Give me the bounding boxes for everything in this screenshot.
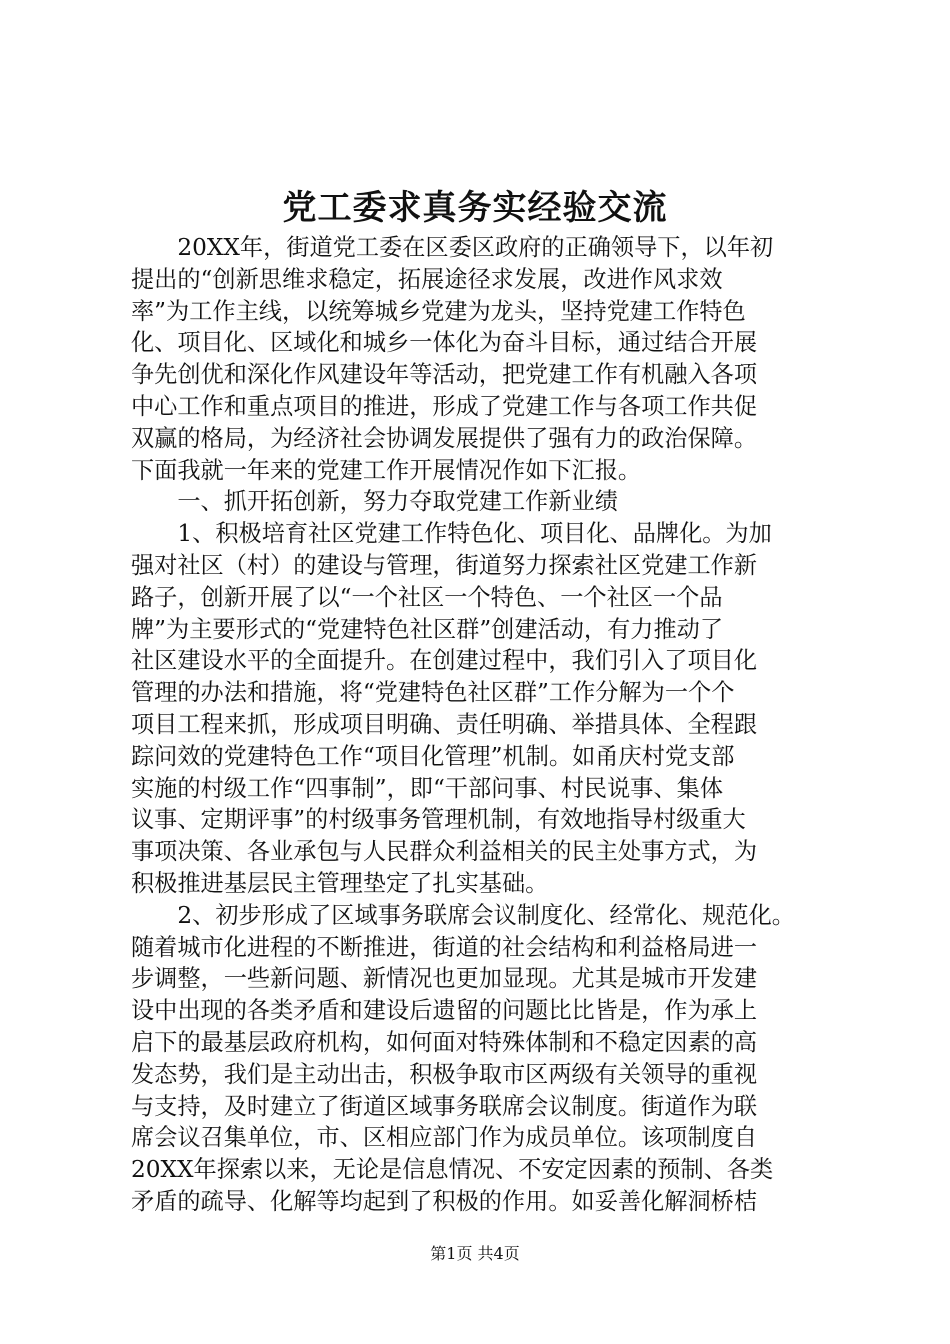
body-line: 20XX年，街道党工委在区委区政府的正确领导下，以年初	[131, 234, 774, 261]
body-line: 矛盾的疏导、化解等均起到了积极的作用。如妥善化解洞桥桔	[131, 1187, 758, 1215]
body-line: 积极推进基层民主管理垫定了扎实基础。	[131, 869, 549, 897]
body-line: 实施的村级工作“四事制”，即“干部问事、村民说事、集体	[131, 774, 724, 802]
body-line: 管理的办法和措施，将“党建特色社区群”工作分解为一个个	[131, 679, 735, 707]
body-line: 路子，创新开展了以“一个社区一个特色、一个社区一个品	[131, 583, 723, 611]
body-line: 提出的“创新思维求稳定，拓展途径求发展，改进作风求效	[131, 265, 723, 293]
body-line: 中心工作和重点项目的推进，形成了党建工作与各项工作共促	[131, 392, 758, 420]
document-body	[131, 232, 831, 1218]
body-line: 率”为工作主线，以统筹城乡党建为龙头，坚持党建工作特色	[131, 297, 746, 325]
body-line: 强对社区（村）的建设与管理，街道努力探索社区党建工作新	[131, 551, 758, 579]
body-line: 牌”为主要形式的“党建特色社区群”创建活动，有力推动了	[131, 615, 724, 643]
body-line: 下面我就一年来的党建工作开展情况作如下汇报。	[131, 456, 642, 484]
body-line: 双赢的格局，为经济社会协调发展提供了强有力的政治保障。	[131, 424, 758, 452]
body-line: 1、积极培育社区党建工作特色化、项目化、品牌化。为加	[131, 520, 772, 548]
body-line: 化、项目化、区域化和城乡一体化为奋斗目标，通过结合开展	[131, 329, 758, 357]
document-title: 党工委求真务实经验交流	[282, 188, 668, 228]
body-line: 设中出现的各类矛盾和建设后遗留的问题比比皆是，作为承上	[131, 997, 758, 1025]
body-line: 启下的最基层政府机构，如何面对特殊体制和不稳定因素的高	[131, 1028, 758, 1056]
body-line: 议事、定期评事”的村级事务管理机制，有效地指导村级重大	[131, 806, 746, 834]
body-line: 社区建设水平的全面提升。在创建过程中，我们引入了项目化	[131, 647, 758, 675]
body-line: 随着城市化进程的不断推进，街道的社会结构和利益格局进一	[131, 933, 758, 961]
body-line: 项目工程来抓，形成项目明确、责任明确、举措具体、全程跟	[131, 710, 758, 738]
body-line: 席会议召集单位，市、区相应部门作为成员单位。该项制度自	[131, 1124, 758, 1152]
body-line: 20XX年探索以来，无论是信息情况、不安定因素的预制、各类	[131, 1156, 774, 1184]
body-line: 发态势，我们是主动出击，积极争取市区两级有关领导的重视	[131, 1060, 758, 1088]
body-line: 争先创优和深化作风建设年等活动，把党建工作有机融入各项	[131, 361, 758, 389]
body-line: 2、初步形成了区域事务联席会议制度化、经常化、规范化。	[131, 901, 795, 929]
section-heading: 一、抓开拓创新，努力夺取党建工作新业绩	[131, 488, 618, 516]
page-footer: 第1页 共4页	[430, 1244, 520, 1263]
body-line: 与支持，及时建立了街道区域事务联席会议制度。街道作为联	[131, 1092, 758, 1120]
body-line: 事项决策、各业承包与人民群众利益相关的民主处事方式，为	[131, 838, 758, 866]
body-line: 踪问效的党建特色工作“项目化管理”机制。如甬庆村党支部	[131, 742, 735, 770]
body-line: 步调整，一些新问题、新情况也更加显现。尤其是城市开发建	[131, 965, 758, 993]
